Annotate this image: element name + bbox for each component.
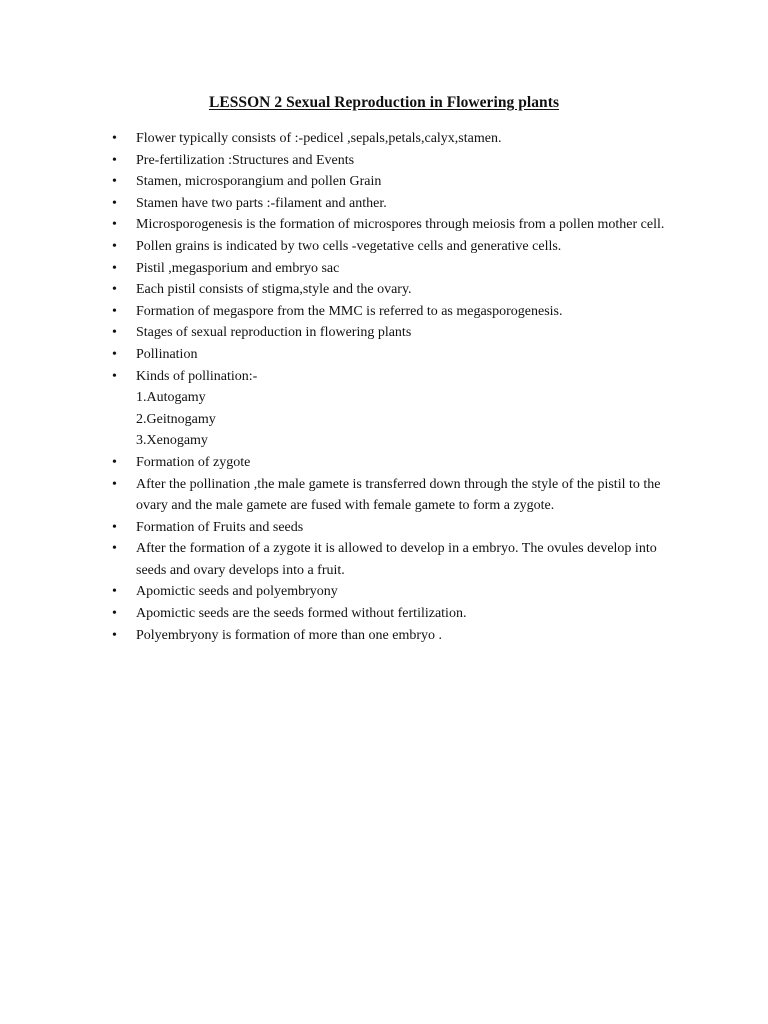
list-item-text: Pollen grains is indicated by two cells -vegetative cells and generative cells.: [136, 238, 562, 254]
list-item-text: Formation of megaspore from the MMC is referred to as megasporogenesis.: [136, 303, 563, 319]
bullet-icon: •: [112, 152, 117, 168]
pollination-kinds-list: [136, 387, 688, 452]
list-item: [0, 344, 768, 366]
bullet-icon: •: [112, 174, 117, 190]
list-item-text: Stamen have two parts :-filament and anther.: [136, 195, 387, 211]
bullet-icon: •: [112, 131, 117, 146]
bullet-icon: •: [112, 519, 117, 535]
bullet-icon: •: [112, 238, 117, 254]
list-item: [0, 214, 768, 236]
list-item: [0, 301, 768, 323]
list-item: [0, 581, 768, 603]
list-item: [0, 322, 768, 344]
list-item-text: After the formation of a zygote it is allowed to develop in a embryo. The ovules develop into seeds and ovary develops into a fruit.: [136, 541, 657, 578]
list-item-text: Formation of zygote: [136, 454, 251, 470]
list-item: [0, 474, 768, 517]
bullet-icon: •: [112, 476, 117, 492]
list-item-text: Apomictic seeds are the seeds formed without fertilization.: [136, 606, 467, 622]
sub-list-item: 2.Geitnogamy: [136, 411, 216, 427]
list-item-text: Microsporogenesis is the formation of microspores through meiosis from a pollen mother cell.: [136, 217, 665, 233]
list-item: [0, 150, 768, 172]
list-item-text: Polyembryony is formation of more than one embryo .: [136, 627, 442, 643]
list-item-text: Pre-fertilization :Structures and Events: [136, 152, 355, 168]
list-item: [0, 193, 768, 215]
bullet-icon: •: [112, 584, 117, 600]
bullet-icon: •: [112, 454, 117, 470]
sub-list-item: 3.Xenogamy: [136, 433, 208, 449]
list-item: [0, 279, 768, 301]
list-item-text: Formation of Fruits and seeds: [136, 519, 304, 535]
bullet-icon: •: [112, 346, 117, 362]
bullet-icon: •: [112, 217, 117, 233]
list-item-text: Pollination: [136, 346, 198, 362]
list-item-text: Apomictic seeds and polyembryony: [136, 584, 338, 600]
bullet-list: [0, 128, 768, 646]
bullet-icon: •: [112, 303, 117, 319]
list-item-text: Pistil ,megasporium and embryo sac: [136, 260, 340, 276]
list-item: [0, 366, 768, 452]
bullet-icon: •: [112, 195, 117, 211]
list-item: [0, 625, 768, 647]
bullet-icon: •: [112, 606, 117, 622]
list-item-text: Flower typically consists of :-pedicel ,sepals,petals,calyx,stamen.: [136, 131, 502, 146]
list-item-text: After the pollination ,the male gamete is transferred down through the style of the pistil to the ovary and the male gamete are fused with female gamete to form a zygote.: [136, 476, 661, 514]
sub-list-item: 1.Autogamy: [136, 390, 206, 406]
list-item: [0, 236, 768, 258]
list-item: [0, 452, 768, 474]
bullet-icon: •: [112, 260, 117, 276]
list-item-text: Stages of sexual reproduction in flowering plants: [136, 325, 412, 341]
bullet-icon: •: [112, 282, 117, 298]
list-item: [0, 603, 768, 625]
list-item-text: Each pistil consists of stigma,style and the ovary.: [136, 282, 412, 298]
bullet-icon: •: [112, 627, 117, 643]
list-item-text: Stamen, microsporangium and pollen Grain: [136, 174, 382, 190]
page-title: LESSON 2 Sexual Reproduction in Flowering plants: [208, 94, 560, 111]
bullet-icon: •: [112, 368, 117, 384]
bullet-icon: •: [112, 541, 117, 557]
list-item: [0, 258, 768, 280]
list-item: [0, 128, 768, 150]
bullet-icon: •: [112, 325, 117, 341]
list-item-text: Kinds of pollination:-: [136, 368, 258, 384]
list-item: [0, 171, 768, 193]
list-item: [0, 538, 768, 581]
list-item: [0, 517, 768, 539]
